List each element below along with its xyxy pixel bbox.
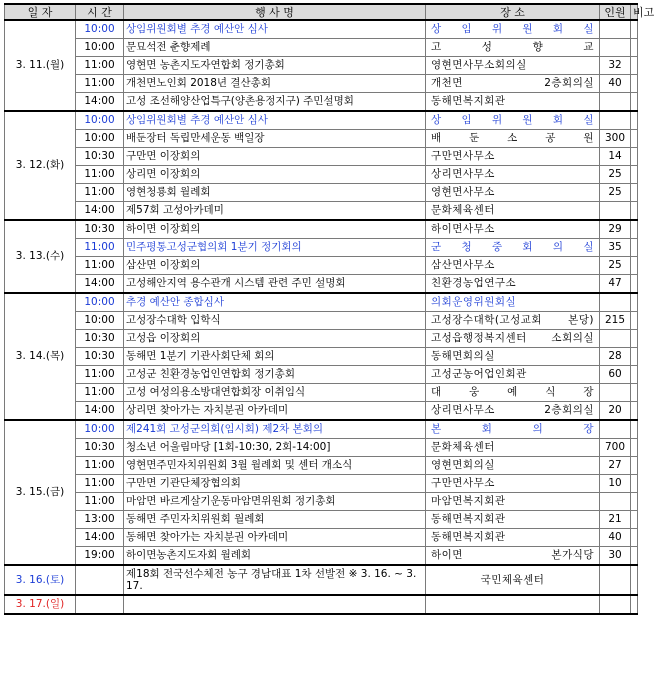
count-cell bbox=[600, 565, 631, 595]
header-count: 인원 bbox=[600, 4, 631, 20]
event-cell: 청소년 어울림마당 [1회-10:30, 2회-14:00] bbox=[124, 439, 426, 457]
event-cell: 고성장수대학 입학식 bbox=[124, 312, 426, 330]
schedule-table bbox=[4, 3, 654, 615]
time-cell: 14:00 bbox=[76, 93, 124, 112]
table-row bbox=[5, 565, 638, 595]
table-row bbox=[5, 439, 638, 457]
note-cell bbox=[631, 57, 638, 75]
place-cell: 본 회 의 장 bbox=[426, 420, 600, 439]
place-cell: 문화체육센터 bbox=[426, 202, 600, 221]
count-cell bbox=[600, 493, 631, 511]
table-row bbox=[5, 595, 638, 614]
place-cell: 상리면사무소 2층회의실 bbox=[426, 402, 600, 421]
count-cell: 35 bbox=[600, 239, 631, 257]
note-cell bbox=[631, 257, 638, 275]
count-cell: 300 bbox=[600, 130, 631, 148]
header-time: 시 간 bbox=[76, 4, 124, 20]
event-cell: 추경 예산안 종합심사 bbox=[124, 293, 426, 312]
place-cell: 동해면복지회관 bbox=[426, 511, 600, 529]
event-cell: 배둔장터 독립만세운동 백일장 bbox=[124, 130, 426, 148]
note-cell bbox=[631, 148, 638, 166]
event-cell: 상리면 찾아가는 자치분권 아카데미 bbox=[124, 402, 426, 421]
table-row bbox=[5, 457, 638, 475]
time-cell: 11:00 bbox=[76, 75, 124, 93]
header-note: 비고 bbox=[631, 4, 638, 20]
event-cell bbox=[124, 595, 426, 614]
place-cell: 고성장수대학(고성교회 본당) bbox=[426, 312, 600, 330]
count-cell: 700 bbox=[600, 439, 631, 457]
note-cell bbox=[631, 565, 638, 595]
note-cell bbox=[631, 220, 638, 239]
table-row bbox=[5, 130, 638, 148]
event-cell: 하이면농촌지도자회 월례회 bbox=[124, 547, 426, 566]
date-cell: 3. 14.(목) bbox=[5, 293, 76, 420]
time-cell bbox=[76, 595, 124, 614]
table-row bbox=[5, 257, 638, 275]
date-cell: 3. 16.(토) bbox=[5, 565, 76, 595]
place-cell: 개천면 2층회의실 bbox=[426, 75, 600, 93]
count-cell: 20 bbox=[600, 402, 631, 421]
place-cell: 고 성 향 교 bbox=[426, 39, 600, 57]
note-cell bbox=[631, 93, 638, 112]
note-cell bbox=[631, 184, 638, 202]
count-cell: 60 bbox=[600, 366, 631, 384]
event-cell: 상임위원회별 추경 예산안 심사 bbox=[124, 20, 426, 39]
time-cell: 10:00 bbox=[76, 312, 124, 330]
time-cell bbox=[76, 565, 124, 595]
place-cell: 배 둔 소 공 원 bbox=[426, 130, 600, 148]
note-cell bbox=[631, 493, 638, 511]
event-cell: 민주평통고성군협의회 1분기 정기회의 bbox=[124, 239, 426, 257]
event-cell: 영현청룡회 월례회 bbox=[124, 184, 426, 202]
count-cell bbox=[600, 384, 631, 402]
event-cell: 상임위원회별 추경 예산안 심사 bbox=[124, 111, 426, 130]
count-cell bbox=[600, 202, 631, 221]
note-cell bbox=[631, 39, 638, 57]
note-cell bbox=[631, 312, 638, 330]
table-row bbox=[5, 57, 638, 75]
table-row bbox=[5, 529, 638, 547]
time-cell: 11:00 bbox=[76, 184, 124, 202]
note-cell bbox=[631, 330, 638, 348]
event-cell: 개천면노인회 2018년 결산총회 bbox=[124, 75, 426, 93]
count-cell bbox=[600, 93, 631, 112]
place-cell: 영현면사무소 bbox=[426, 184, 600, 202]
table-row bbox=[5, 384, 638, 402]
count-cell: 40 bbox=[600, 529, 631, 547]
count-cell: 21 bbox=[600, 511, 631, 529]
table-row bbox=[5, 93, 638, 112]
place-cell: 하이면 본가식당 bbox=[426, 547, 600, 566]
note-cell bbox=[631, 166, 638, 184]
note-cell bbox=[631, 130, 638, 148]
event-cell: 제18회 전국선수체전 농구 경남대표 1차 선발전 ※ 3. 16. ~ 3. 17. bbox=[124, 565, 426, 595]
time-cell: 10:30 bbox=[76, 348, 124, 366]
table-row bbox=[5, 547, 638, 566]
place-cell: 하이면사무소 bbox=[426, 220, 600, 239]
event-cell: 상리면 이장회의 bbox=[124, 166, 426, 184]
count-cell: 29 bbox=[600, 220, 631, 239]
count-cell bbox=[600, 20, 631, 39]
count-cell: 28 bbox=[600, 348, 631, 366]
note-cell bbox=[631, 275, 638, 294]
count-cell: 25 bbox=[600, 184, 631, 202]
note-cell bbox=[631, 595, 638, 614]
place-cell: 의회운영위원회실 bbox=[426, 293, 600, 312]
count-cell: 47 bbox=[600, 275, 631, 294]
note-cell bbox=[631, 384, 638, 402]
table-row bbox=[5, 275, 638, 294]
place-cell: 친환경농업연구소 bbox=[426, 275, 600, 294]
time-cell: 10:30 bbox=[76, 439, 124, 457]
place-cell: 동해면복지회관 bbox=[426, 529, 600, 547]
table-row bbox=[5, 184, 638, 202]
table-row bbox=[5, 348, 638, 366]
place-cell: 삼산면사무소 bbox=[426, 257, 600, 275]
time-cell: 11:00 bbox=[76, 57, 124, 75]
time-cell: 11:00 bbox=[76, 493, 124, 511]
place-cell: 구만면사무소 bbox=[426, 475, 600, 493]
date-cell: 3. 13.(수) bbox=[5, 220, 76, 293]
place-cell: 상리면사무소 bbox=[426, 166, 600, 184]
time-cell: 11:00 bbox=[76, 475, 124, 493]
schedule-body bbox=[5, 20, 638, 614]
place-cell: 구만면사무소 bbox=[426, 148, 600, 166]
header-date: 일 자 bbox=[5, 4, 76, 20]
place-cell: 고성읍행정복지센터 소회의실 bbox=[426, 330, 600, 348]
count-cell bbox=[600, 293, 631, 312]
time-cell: 14:00 bbox=[76, 402, 124, 421]
time-cell: 10:30 bbox=[76, 220, 124, 239]
count-cell bbox=[600, 39, 631, 57]
count-cell bbox=[600, 111, 631, 130]
time-cell: 14:00 bbox=[76, 275, 124, 294]
note-cell bbox=[631, 111, 638, 130]
event-cell: 동해면 주민자치위원회 월례회 bbox=[124, 511, 426, 529]
event-cell: 삼산면 이장회의 bbox=[124, 257, 426, 275]
note-cell bbox=[631, 202, 638, 221]
note-cell bbox=[631, 439, 638, 457]
date-cell: 3. 17.(일) bbox=[5, 595, 76, 614]
table-row bbox=[5, 20, 638, 39]
count-cell: 40 bbox=[600, 75, 631, 93]
table-row bbox=[5, 75, 638, 93]
note-cell bbox=[631, 348, 638, 366]
place-cell: 상 임 위 원 회 실 bbox=[426, 20, 600, 39]
time-cell: 11:00 bbox=[76, 457, 124, 475]
note-cell bbox=[631, 529, 638, 547]
count-cell: 30 bbox=[600, 547, 631, 566]
header-event: 행 사 명 bbox=[124, 4, 426, 20]
date-cell: 3. 12.(화) bbox=[5, 111, 76, 220]
event-cell: 고성 조선해양산업특구(양촌용정지구) 주민설명회 bbox=[124, 93, 426, 112]
time-cell: 10:00 bbox=[76, 20, 124, 39]
time-cell: 19:00 bbox=[76, 547, 124, 566]
table-row bbox=[5, 511, 638, 529]
table-row bbox=[5, 366, 638, 384]
time-cell: 10:00 bbox=[76, 420, 124, 439]
table-row bbox=[5, 39, 638, 57]
time-cell: 10:00 bbox=[76, 111, 124, 130]
count-cell bbox=[600, 420, 631, 439]
time-cell: 10:00 bbox=[76, 39, 124, 57]
place-cell bbox=[426, 595, 600, 614]
count-cell: 25 bbox=[600, 166, 631, 184]
place-cell: 고성군농어업인회관 bbox=[426, 366, 600, 384]
table-row bbox=[5, 493, 638, 511]
note-cell bbox=[631, 293, 638, 312]
event-cell: 제241회 고성군의회(임시회) 제2차 본회의 bbox=[124, 420, 426, 439]
count-cell: 25 bbox=[600, 257, 631, 275]
table-row bbox=[5, 402, 638, 421]
count-cell: 14 bbox=[600, 148, 631, 166]
event-cell: 고성 여성의용소방대연합회장 이취임식 bbox=[124, 384, 426, 402]
time-cell: 10:00 bbox=[76, 130, 124, 148]
time-cell: 14:00 bbox=[76, 202, 124, 221]
table-row bbox=[5, 166, 638, 184]
note-cell bbox=[631, 475, 638, 493]
note-cell bbox=[631, 366, 638, 384]
table-row bbox=[5, 312, 638, 330]
note-cell bbox=[631, 511, 638, 529]
note-cell bbox=[631, 239, 638, 257]
time-cell: 10:00 bbox=[76, 293, 124, 312]
event-cell: 하이면 이장회의 bbox=[124, 220, 426, 239]
event-cell: 고성해안지역 용수관개 시스템 관련 주민 설명회 bbox=[124, 275, 426, 294]
note-cell bbox=[631, 20, 638, 39]
header-row bbox=[5, 4, 638, 20]
event-cell: 동해면 1분기 기관사회단체 회의 bbox=[124, 348, 426, 366]
table-row bbox=[5, 330, 638, 348]
date-cell: 3. 11.(월) bbox=[5, 20, 76, 111]
time-cell: 13:00 bbox=[76, 511, 124, 529]
table-row bbox=[5, 475, 638, 493]
note-cell bbox=[631, 402, 638, 421]
count-cell bbox=[600, 330, 631, 348]
time-cell: 10:30 bbox=[76, 148, 124, 166]
count-cell: 215 bbox=[600, 312, 631, 330]
event-cell: 영현면주민자치위원회 3월 월례회 및 센터 개소식 bbox=[124, 457, 426, 475]
time-cell: 10:30 bbox=[76, 330, 124, 348]
note-cell bbox=[631, 75, 638, 93]
event-cell: 제57회 고성아카데미 bbox=[124, 202, 426, 221]
count-cell bbox=[600, 595, 631, 614]
time-cell: 11:00 bbox=[76, 366, 124, 384]
note-cell bbox=[631, 457, 638, 475]
count-cell: 32 bbox=[600, 57, 631, 75]
place-cell: 군 청 중 회 의 실 bbox=[426, 239, 600, 257]
event-cell: 구만면 기관단체장협의회 bbox=[124, 475, 426, 493]
event-cell: 문묘석전 춘향제례 bbox=[124, 39, 426, 57]
header-place: 장 소 bbox=[426, 4, 600, 20]
place-cell: 영현면사무소회의실 bbox=[426, 57, 600, 75]
count-cell: 27 bbox=[600, 457, 631, 475]
event-cell: 마암면 바르게살기운동마암면위원회 정기총회 bbox=[124, 493, 426, 511]
place-cell: 대 웅 예 식 장 bbox=[426, 384, 600, 402]
place-cell: 국민체육센터 bbox=[426, 565, 600, 595]
event-cell: 고성읍 이장회의 bbox=[124, 330, 426, 348]
time-cell: 11:00 bbox=[76, 384, 124, 402]
table-row bbox=[5, 148, 638, 166]
table-row bbox=[5, 111, 638, 130]
time-cell: 14:00 bbox=[76, 529, 124, 547]
time-cell: 11:00 bbox=[76, 166, 124, 184]
table-row bbox=[5, 293, 638, 312]
date-cell: 3. 15.(금) bbox=[5, 420, 76, 565]
place-cell: 상 임 위 원 회 실 bbox=[426, 111, 600, 130]
place-cell: 동해면복지회관 bbox=[426, 93, 600, 112]
table-row bbox=[5, 202, 638, 221]
event-cell: 동해면 찾아가는 자치분권 아카데미 bbox=[124, 529, 426, 547]
note-cell bbox=[631, 547, 638, 566]
time-cell: 11:00 bbox=[76, 239, 124, 257]
event-cell: 구만면 이장회의 bbox=[124, 148, 426, 166]
place-cell: 마암면복지회관 bbox=[426, 493, 600, 511]
time-cell: 11:00 bbox=[76, 257, 124, 275]
count-cell: 10 bbox=[600, 475, 631, 493]
note-cell bbox=[631, 420, 638, 439]
event-cell: 고성군 친환경농업인연합회 정기총회 bbox=[124, 366, 426, 384]
place-cell: 영현면회의실 bbox=[426, 457, 600, 475]
place-cell: 동해면회의실 bbox=[426, 348, 600, 366]
event-cell: 영현면 농촌지도자연합회 정기총회 bbox=[124, 57, 426, 75]
table-row bbox=[5, 239, 638, 257]
place-cell: 문화체육센터 bbox=[426, 439, 600, 457]
table-row bbox=[5, 420, 638, 439]
table-row bbox=[5, 220, 638, 239]
